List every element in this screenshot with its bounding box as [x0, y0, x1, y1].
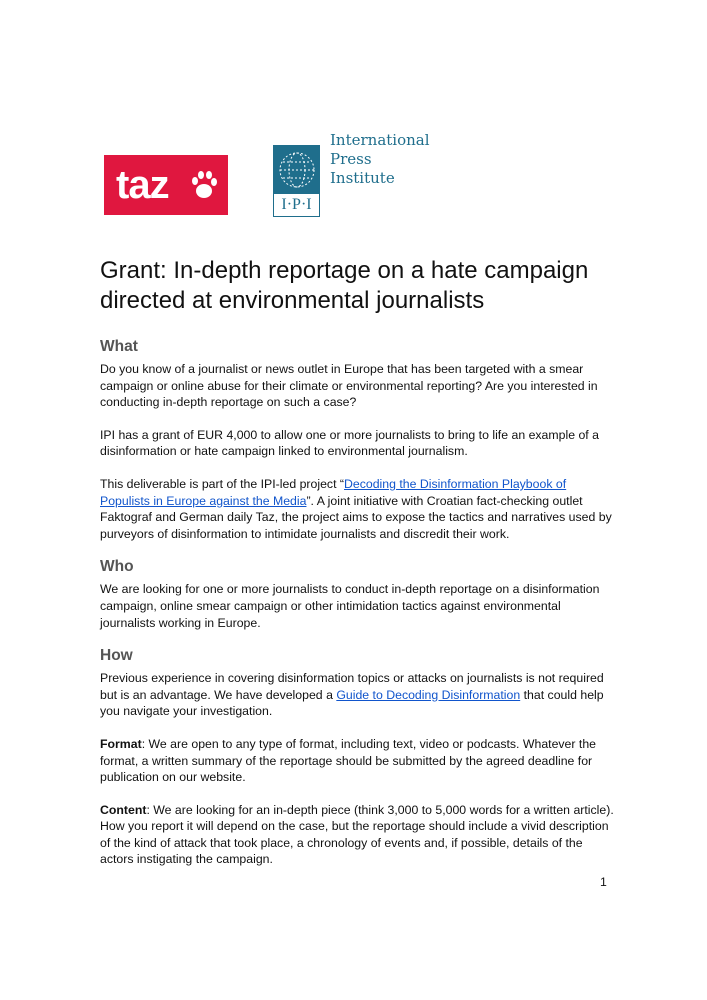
ipi-letters: I·P·I	[281, 196, 312, 213]
ipi-name-line: International	[330, 131, 430, 149]
guide-link[interactable]: Guide to Decoding Disinformation	[336, 687, 521, 702]
text: that could help you navigate your investigation.	[100, 687, 604, 719]
text: This deliverable is part of the IPI-led project “	[100, 476, 344, 491]
format-paragraph	[100, 736, 615, 786]
page-number: 1	[600, 875, 607, 889]
heading-what: What	[100, 338, 138, 355]
ipi-name-line: Press	[330, 150, 372, 168]
content-label: Content	[100, 802, 147, 817]
document-title: Grant: In-depth reportage on a hate campaign directed at environmental journalists	[100, 257, 589, 314]
document-body	[100, 256, 615, 883]
who-paragraph: We are looking for one or more journalists to conduct in-depth reportage on a disinformation campaign, online smear campaign or other intimidation tactics against environmental journalists working in Europe.	[100, 582, 600, 630]
paw-icon	[190, 169, 218, 201]
text: : We are looking for an in-depth piece (think 3,000 to 5,000 words for a written article). How you report it will depend on the case, but the reportage should include a vivid description of the kind of attack that took place, a chronology of events and, if possible, details of the actors instigating the campaign.	[100, 802, 614, 867]
ipi-name-line: Institute	[330, 169, 395, 187]
project-link[interactable]: Decoding the Disinformation Playbook of Populists in Europe against the Media	[100, 476, 567, 508]
ipi-name	[330, 131, 430, 188]
taz-logo	[104, 155, 228, 215]
format-label: Format	[100, 736, 142, 751]
taz-logo-text: taz	[116, 163, 169, 207]
heading-how: How	[100, 647, 133, 665]
what-paragraph-2: IPI has a grant of EUR 4,000 to allow one or more journalists to bring to life an example of a disinformation or hate campaign linked to environmental journalism.	[100, 427, 599, 459]
content-paragraph	[100, 802, 615, 868]
what-paragraph-1: Do you know of a journalist or news outlet in Europe that has been targeted with a smear campaign or online abuse for their climate or environmental reporting? Are you interested in conducting in-depth reportage on such a case?	[100, 362, 598, 410]
how-paragraph-1	[100, 670, 615, 720]
heading-who: Who	[100, 558, 134, 576]
ipi-logo	[273, 145, 320, 217]
text: : We are open to any type of format, including text, video or podcasts. Whatever the format, a written summary of the reportage should be submitted by the agreed deadline for publication on our website.	[100, 736, 597, 785]
globe-icon	[278, 151, 316, 189]
text: ”. A joint initiative with Croatian fact-checking outlet Faktograf and German daily Taz, the project aims to expose the tactics and narratives used by purveyors of disinformation to intimidate journalists and discredit their work.	[100, 493, 612, 541]
text: Previous experience in covering disinformation topics or attacks on journalists is not required but is an advantage. We have developed a	[100, 671, 604, 702]
what-paragraph-3	[100, 476, 615, 542]
